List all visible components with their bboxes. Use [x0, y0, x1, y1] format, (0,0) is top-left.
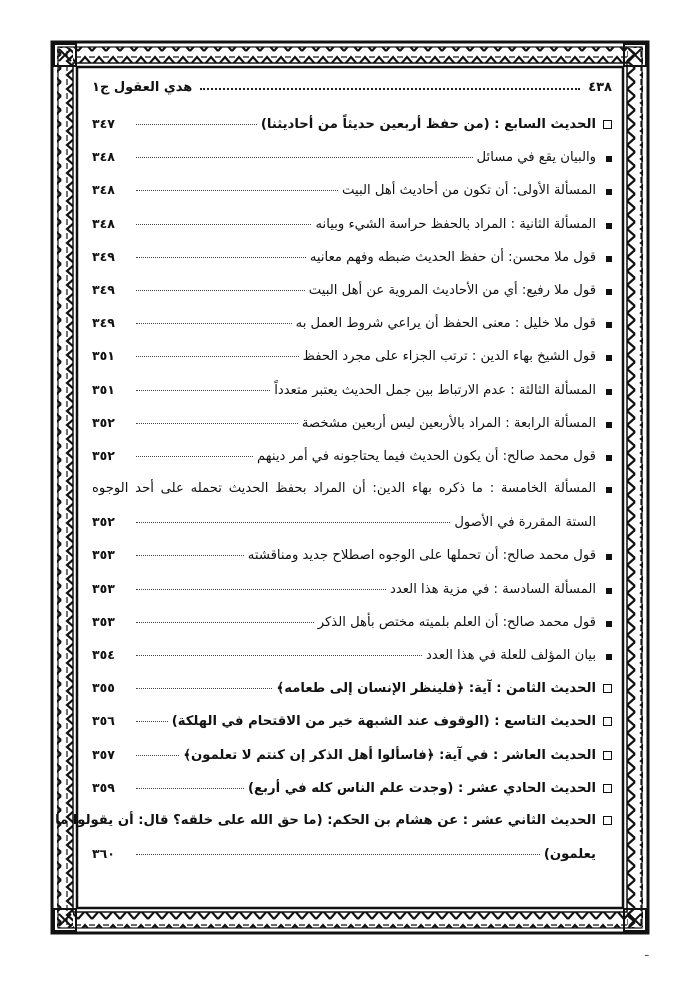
page-ref: ٣٥١ — [92, 381, 115, 397]
page-number: ٤٣٨ — [588, 79, 612, 95]
hadith-label: الحديث الحادي عشر : — [453, 780, 596, 796]
toc-entry — [92, 547, 612, 580]
filled-square-bullet-icon — [596, 487, 612, 493]
hadith-label: الحديث السابع : — [489, 117, 596, 132]
leader-dots — [136, 290, 305, 291]
page-ref: ٣٤٩ — [92, 248, 115, 264]
toc-entry — [92, 216, 612, 249]
toc-entry — [92, 348, 612, 381]
page-ref: ٣٥٩ — [92, 779, 115, 795]
page-ref: ٣٥٢ — [92, 414, 115, 430]
open-square-bullet-icon — [596, 120, 612, 129]
leader-dots — [136, 589, 386, 590]
toc-entry-text — [172, 714, 596, 729]
leader-dots — [136, 788, 244, 789]
leader-dots — [136, 456, 253, 457]
page-ref: ٣٥٧ — [92, 746, 115, 762]
leader-dots — [136, 257, 306, 258]
filled-square-bullet-icon — [596, 389, 612, 395]
leader-dots — [136, 555, 244, 556]
toc-entry-text — [296, 316, 596, 331]
filled-square-bullet-icon — [596, 422, 612, 428]
header-leader-dots — [200, 88, 580, 90]
toc-entry-text — [274, 383, 596, 398]
toc-entry — [92, 647, 612, 680]
entry-title: قول ملا رفيع: أي من الأحاديث المروية عن أهل البيت — [308, 282, 596, 298]
book-title: هدي العقول ج١ — [92, 79, 193, 95]
page-ref: ٣٥١ — [92, 348, 115, 364]
entry-title: قول محمد صالح: أن العلم بلميته مختص بأهل الذكر — [317, 614, 596, 630]
entry-title: قول محمد صالح: أن يكون الحديث فيما يحتاجونه في أمر دينهم — [257, 448, 596, 464]
filled-square-bullet-icon — [596, 355, 612, 361]
running-header — [92, 72, 612, 102]
filled-square-bullet-icon — [596, 156, 612, 162]
entry-title: (ما حق الله على خلقه؟ قال: أن يقولوا ما — [55, 812, 323, 828]
toc-entries — [55, 116, 612, 879]
toc-entry-text — [318, 615, 596, 630]
filled-square-bullet-icon — [596, 256, 612, 262]
toc-entry — [92, 614, 612, 647]
page-ref: ٣٤٨ — [92, 149, 115, 165]
toc-entry-text — [248, 781, 596, 796]
toc-entry-text — [92, 481, 596, 496]
toc-entry — [92, 846, 612, 879]
toc-entry-text — [309, 283, 596, 298]
filled-square-bullet-icon — [596, 322, 612, 328]
entry-title: (الوقوف عند الشبهة خير من الاقتحام في الهلكة) — [171, 714, 490, 730]
page-ref: ٣٦٠ — [92, 846, 115, 862]
toc-entry — [92, 448, 612, 481]
page-ref: ٣٥٢ — [92, 514, 115, 530]
page-ref: ٣٥٣ — [92, 580, 115, 596]
entry-title: (وجدت علم الناس كله في أربع) — [248, 780, 454, 796]
open-square-bullet-icon — [596, 717, 612, 726]
toc-entry-text — [257, 449, 596, 464]
leader-dots — [136, 622, 314, 623]
toc-entry-text — [315, 217, 596, 232]
page-ref: ٣٤٧ — [92, 116, 115, 131]
hadith-label: الحديث الثامن : آية: — [464, 681, 596, 697]
entry-title: قول محمد صالح: أن تحملها على الوجوه اصطلاح جديد ومناقشته — [247, 548, 596, 564]
entry-title: المسألة الثانية : المراد بالحفظ حراسة الشيء وبيانه — [315, 216, 596, 232]
entry-title: المسألة الخامسة : ما ذكره بهاء الدين: أن المراد بحفظ الحديث تحمله على أحد الوجوه — [92, 481, 596, 497]
page-ref: ٣٥٥ — [92, 680, 115, 696]
entry-title: المسألة السادسة : في مزية هذا العدد — [390, 581, 596, 597]
leader-dots — [136, 190, 338, 191]
toc-entry-text — [310, 250, 596, 265]
toc-entry — [55, 812, 612, 846]
toc-entry — [92, 581, 612, 614]
entry-title: قول الشيخ بهاء الدين : ترتب الجزاء على مجرد الحفظ — [302, 349, 596, 365]
leader-dots — [136, 323, 292, 324]
toc-entry — [92, 249, 612, 282]
leader-dots — [136, 522, 450, 523]
toc-entry-text — [261, 117, 596, 132]
leader-dots — [136, 854, 540, 855]
toc-entry — [92, 382, 612, 415]
entry-title: قول ملا محسن: أن حفظ الحديث ضبطه وفهم معانيه — [309, 249, 596, 265]
leader-dots — [136, 356, 299, 357]
page-ref: ٣٤٩ — [92, 281, 115, 297]
page-ref: ٣٤٩ — [92, 315, 115, 331]
entry-title: ﴿فلينظر الإنسان إلى طعامه﴾ — [276, 681, 465, 697]
entry-title: ﴿فاسألوا أهل الذكر إن كنتم لا تعلمون﴾ — [183, 747, 435, 763]
toc-entry — [92, 747, 612, 780]
entry-title: بيان المؤلف للعلة في هذا العدد — [426, 648, 596, 663]
toc-entry-text — [477, 150, 596, 165]
filled-square-bullet-icon — [596, 189, 612, 195]
open-square-bullet-icon — [596, 816, 612, 825]
toc-entry — [92, 315, 612, 348]
page-ref: ٣٥٦ — [92, 713, 115, 729]
filled-square-bullet-icon — [596, 654, 612, 660]
toc-entry — [92, 514, 612, 547]
toc-entry-text — [454, 515, 596, 530]
toc-entry-text — [544, 847, 596, 862]
filled-square-bullet-icon — [596, 223, 612, 229]
filled-square-bullet-icon — [596, 588, 612, 594]
page-ref: ٣٤٨ — [92, 215, 115, 231]
toc-entry — [92, 780, 612, 813]
toc-entry — [92, 149, 612, 182]
leader-dots — [136, 688, 272, 689]
entry-title: المسألة الأولى: أن تكون من أحاديث أهل البيت — [342, 183, 596, 199]
toc-entry-text — [426, 648, 596, 663]
filled-square-bullet-icon — [596, 455, 612, 461]
open-square-bullet-icon — [596, 751, 612, 760]
entry-title: المسألة الرابعة : المراد بالأربعين ليس أربعين مشخصة — [301, 415, 596, 431]
page-ref: ٣٤٨ — [92, 182, 115, 198]
toc-entry-text — [342, 183, 596, 198]
hadith-label: الحديث العاشر : في آية: — [434, 747, 596, 763]
entry-title: قول ملا خليل : معنى الحفظ أن يراعي شروط العمل به — [295, 316, 596, 332]
toc-entry-text — [55, 813, 596, 828]
filled-square-bullet-icon — [596, 554, 612, 560]
open-square-bullet-icon — [596, 684, 612, 693]
toc-entry-text — [276, 681, 596, 696]
entry-title: والبيان يقع في مسائل — [476, 150, 596, 166]
leader-dots — [136, 655, 422, 656]
toc-entry-text — [302, 416, 596, 431]
corner-mark: ـ — [645, 945, 649, 959]
toc-entry-text — [183, 748, 596, 763]
entry-title: الستة المقررة في الأصول — [454, 515, 596, 531]
toc-entry — [92, 282, 612, 315]
toc-entry — [92, 713, 612, 746]
leader-dots — [136, 224, 311, 225]
leader-dots — [136, 124, 257, 125]
toc-entry-text — [303, 349, 596, 364]
leader-dots — [136, 423, 298, 424]
toc-entry — [92, 182, 612, 215]
leader-dots — [136, 157, 473, 158]
filled-square-bullet-icon — [596, 289, 612, 295]
entry-title: يعلمون) — [543, 847, 596, 863]
page-ref: ٣٥٢ — [92, 447, 115, 463]
toc-entry-text — [248, 548, 596, 563]
leader-dots — [136, 755, 179, 756]
toc-entry — [92, 116, 612, 149]
toc-content — [55, 72, 612, 892]
toc-entry-text — [390, 582, 596, 597]
toc-entry — [92, 481, 612, 514]
entry-title: المسألة الثالثة : عدم الارتباط بين جمل الحديث يعتبر متعدداً — [274, 382, 596, 398]
leader-dots — [136, 721, 168, 722]
leader-dots — [136, 390, 270, 391]
page-ref: ٣٥٣ — [92, 547, 115, 563]
hadith-label: الحديث الثاني عشر : عن هشام بن الحكم: — [322, 812, 596, 828]
page-ref: ٣٥٤ — [92, 647, 115, 662]
toc-entry — [92, 415, 612, 448]
open-square-bullet-icon — [596, 784, 612, 793]
hadith-label: الحديث التاسع : — [489, 714, 596, 730]
filled-square-bullet-icon — [596, 621, 612, 627]
toc-entry — [92, 680, 612, 713]
page-ref: ٣٥٣ — [92, 613, 115, 629]
entry-title: (من حفظ أربعين حديثاً من أحاديثنا) — [260, 117, 490, 132]
